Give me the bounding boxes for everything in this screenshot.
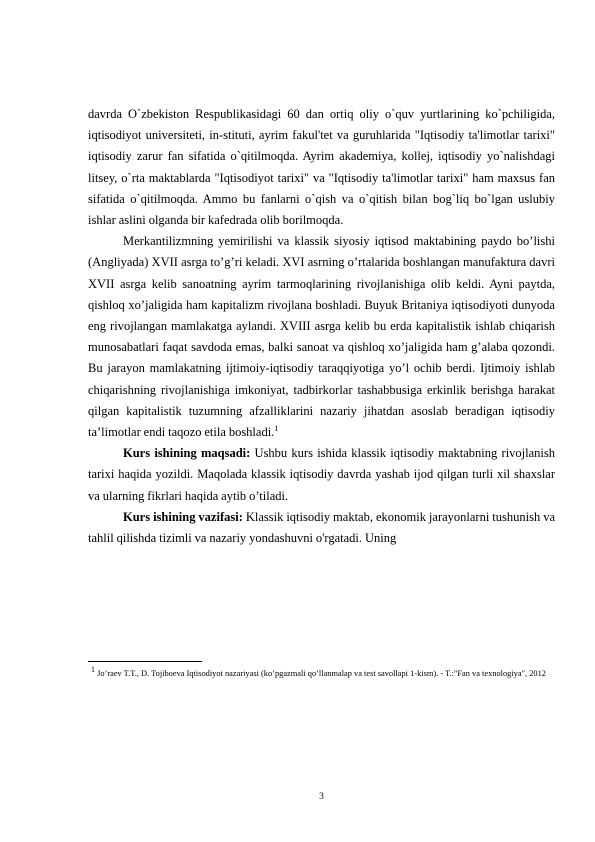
purpose-label: Kurs ishining maqsadi: (123, 446, 251, 461)
main-text (88, 104, 555, 549)
tasks-text: Klassik iqtisodiy maktab, ekonomik jarayonlarni tushunish va tahlil qilishda tizimli va nazariy yondashuvni o'rgatadi. Uning (88, 509, 555, 546)
tasks-label: Kurs ishining vazifasi: (123, 509, 243, 524)
page-number: 3 (319, 792, 324, 802)
footnote-text: Jo’raev T.T., D. Tojiboeva Iqtisodiyot nazariyasi (ko’pgazmali qo’llanmalap va test savollapi 1-kism). - T.:"Fan va texnologiya", 2012 (97, 669, 546, 678)
paragraph-continuation: davrda O`zbekiston Respublikasidagi 60 dan ortiq oliy o`quv yurtlarining ko`pchiligida, iqtisodiyot universiteti, in-stituti, ayrim fakul'tet va guruhlarida "Iqtisodiy ta'limotlar tarixi" iqtisodiy zarur fan sifatida o`qitilmoqda. Ayrim akademiya, kollej, iqtisodiy yo`nalishdagi litsey, o`rta maktablarda "Iqtisodiyot tarixi" va "Iqtisodiy ta'limotlar tarixi" ham maxsus fan sifatida o`qitilmoqda. Ammo bu fanlarni o`qish va o`qitish bilan bog`liq bo`lgan uslubiy ishlar aslini olganda bir kafedrada olib borilmoqda. (88, 107, 555, 228)
paragraph-merkantilizm-text: Merkantilizmning yemirilishi va klassik siyosiy iqtisod maktabining paydo bo’lishi (Angliyada) XVII asrga to’g’ri keladi. XVI asrning o’rtalarida boshlangan manufaktura davri XVII asrga kelib sanoatning ayrim tarmoqlarining rivojlanishiga olib keldi. Ayni paytda, qishloq xo’jaligida ham kapitalizm rivojlana boshladi. Buyuk Britaniya iqtisodiyoti dunyoda eng rivojlangan mamlakatga aylandi. XVIII asrga kelib bu erda kapitalistik ishlab chiqarish munosabatlari faqat savdoda emas, balki sanoat va qishloq xo’jaligida ham g’alaba qozondi. Bu jarayon mamlakatning ijtimoiy-iqtisodiy taraqqiyotiga yo’l ochib berdi. Ijtimoiy ishlab chiqarishning rivojlanishiga imkoniyat, tadbirkorlar tashabbusiga erkinlik berishga harakat qilgan kapitalistik tuzumning afzalliklarini nazariy jihatdan asoslab beradigan iqtisodiy ta’limotlar endi taqozo etila boshladi. (88, 234, 555, 440)
purpose-text: Ushbu kurs ishida klassik iqtisodiy maktabning rivojlanish tarixi haqida yozildi. Maqolada klassik iqtisodiy davrda yashab ijod qilgan turli xil shaxslar va ularning fikrlari haqida aytib o’tiladi. (88, 446, 555, 503)
paragraph-purpose (88, 443, 555, 507)
footnote-divider (88, 661, 202, 662)
footnote-reference[interactable]: 1 (274, 423, 279, 433)
paragraph-tasks (88, 507, 555, 549)
footnote-number: 1 (91, 665, 95, 675)
paragraph-merkantilizm (88, 231, 555, 443)
footnote (88, 665, 555, 682)
